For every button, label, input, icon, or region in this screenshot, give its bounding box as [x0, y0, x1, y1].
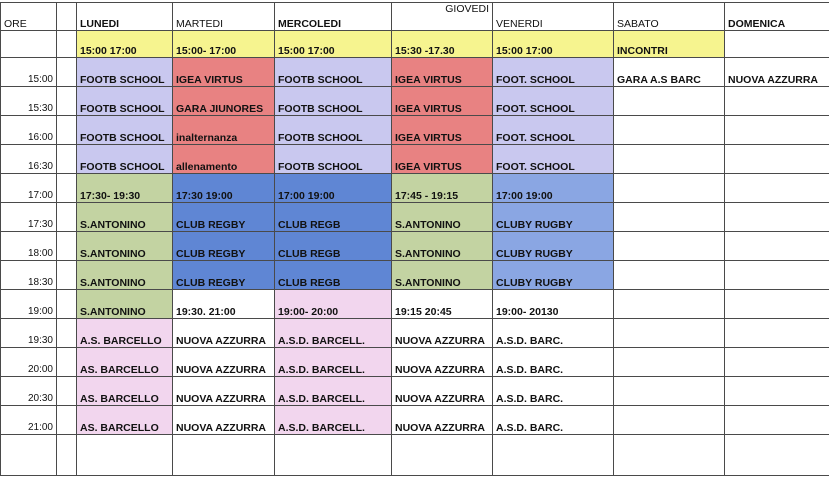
schedule-cell: IGEA VIRTUS — [392, 116, 493, 145]
schedule-cell: NUOVA AZZURRA — [725, 58, 829, 87]
spacer-cell — [57, 145, 77, 174]
schedule-cell: IGEA VIRTUS — [392, 87, 493, 116]
table-row — [1, 377, 829, 406]
time-cell: 16:30 — [1, 145, 57, 174]
schedule-cell — [614, 348, 725, 377]
schedule-cell — [725, 261, 829, 290]
spacer-cell — [57, 116, 77, 145]
time-cell: 20:30 — [1, 377, 57, 406]
schedule-cell — [614, 261, 725, 290]
table-row — [1, 348, 829, 377]
schedule-cell: 17:00 19:00 — [493, 174, 614, 203]
schedule-cell: A.S.D. BARCELL. — [275, 377, 392, 406]
schedule-cell: FOOT. SCHOOL — [493, 145, 614, 174]
schedule-cell — [614, 116, 725, 145]
schedule-cell: allenamento — [173, 145, 275, 174]
time-cell: 15:30 — [1, 87, 57, 116]
schedule-cell: CLUB REGB — [275, 203, 392, 232]
schedule-cell: FOOTB SCHOOL — [275, 87, 392, 116]
schedule-cell: 17:30- 19:30 — [77, 174, 173, 203]
empty-cell — [392, 435, 493, 476]
schedule-cell — [725, 290, 829, 319]
schedule-cell: 19:00- 20130 — [493, 290, 614, 319]
spacer-cell — [57, 87, 77, 116]
schedule-cell: S.ANTONINO — [392, 261, 493, 290]
schedule-cell: NUOVA AZZURRA — [392, 319, 493, 348]
schedule-cell: S.ANTONINO — [392, 232, 493, 261]
table-row — [1, 203, 829, 232]
time-cell: 21:00 — [1, 406, 57, 435]
spacer-cell — [57, 174, 77, 203]
schedule-cell: NUOVA AZZURRA — [173, 406, 275, 435]
schedule-cell: AS. BARCELLO — [77, 348, 173, 377]
time-cell: 19:30 — [1, 319, 57, 348]
schedule-cell: S.ANTONINO — [77, 261, 173, 290]
schedule-cell: NUOVA AZZURRA — [173, 319, 275, 348]
schedule-cell: S.ANTONINO — [392, 203, 493, 232]
hours-row — [1, 31, 829, 58]
schedule-cell — [614, 145, 725, 174]
day-header-venerdi: VENERDI — [493, 3, 614, 31]
schedule-cell — [614, 174, 725, 203]
day-header-martedi: MARTEDI — [173, 3, 275, 31]
schedule-cell: A.S.D. BARC. — [493, 319, 614, 348]
schedule-cell: IGEA VIRTUS — [392, 145, 493, 174]
schedule-cell: FOOTB SCHOOL — [77, 87, 173, 116]
schedule-cell: NUOVA AZZURRA — [392, 348, 493, 377]
schedule-cell: CLUB REGBY — [173, 232, 275, 261]
schedule-cell: 17:00 19:00 — [275, 174, 392, 203]
time-cell: 16:00 — [1, 116, 57, 145]
spacer-cell — [57, 435, 77, 476]
schedule-cell: AS. BARCELLO — [77, 406, 173, 435]
spacer-cell — [57, 31, 77, 58]
empty-cell — [493, 435, 614, 476]
schedule-cell: inalternanza — [173, 116, 275, 145]
schedule-cell: FOOTB SCHOOL — [275, 58, 392, 87]
day-header-lunedi: LUNEDI — [77, 3, 173, 31]
schedule-cell: CLUB REGB — [275, 232, 392, 261]
schedule-cell — [725, 377, 829, 406]
schedule-cell: IGEA VIRTUS — [173, 58, 275, 87]
table-row — [1, 290, 829, 319]
spacer-cell — [57, 290, 77, 319]
schedule-cell: CLUBY RUGBY — [493, 232, 614, 261]
spacer-cell — [57, 232, 77, 261]
table-row — [1, 145, 829, 174]
schedule-cell — [725, 319, 829, 348]
hours-cell: 15:30 -17.30 — [392, 31, 493, 58]
empty-cell — [1, 435, 57, 476]
spacer-cell — [57, 261, 77, 290]
weekly-schedule-table — [0, 2, 829, 476]
schedule-cell: FOOTB SCHOOL — [77, 116, 173, 145]
hours-cell — [725, 31, 829, 58]
schedule-cell: A.S.D. BARC. — [493, 406, 614, 435]
schedule-cell: FOOT. SCHOOL — [493, 58, 614, 87]
schedule-cell — [725, 174, 829, 203]
schedule-cell: A.S.D. BARC. — [493, 348, 614, 377]
schedule-cell — [725, 348, 829, 377]
schedule-cell: GARA JIUNORES — [173, 87, 275, 116]
empty-cell — [77, 435, 173, 476]
schedule-cell: CLUB REGB — [275, 261, 392, 290]
spacer-cell — [57, 58, 77, 87]
schedule-cell: FOOTB SCHOOL — [77, 145, 173, 174]
time-cell: 17:30 — [1, 203, 57, 232]
day-header-mercoledi: MERCOLEDI — [275, 3, 392, 31]
schedule-cell — [614, 319, 725, 348]
schedule-cell: FOOTB SCHOOL — [275, 145, 392, 174]
schedule-cell — [725, 203, 829, 232]
schedule-cell: 19:00- 20:00 — [275, 290, 392, 319]
schedule-cell: AS. BARCELLO — [77, 377, 173, 406]
table-row — [1, 174, 829, 203]
schedule-cell: NUOVA AZZURRA — [392, 406, 493, 435]
table-row — [1, 58, 829, 87]
time-cell: 18:00 — [1, 232, 57, 261]
schedule-cell — [614, 406, 725, 435]
table-row — [1, 406, 829, 435]
day-header-sabato: SABATO — [614, 3, 725, 31]
schedule-cell: A.S.D. BARCELL. — [275, 319, 392, 348]
header-row — [1, 3, 829, 31]
schedule-cell: FOOTB SCHOOL — [77, 58, 173, 87]
schedule-cell: A.S.D. BARC. — [493, 377, 614, 406]
schedule-cell: NUOVA AZZURRA — [173, 348, 275, 377]
time-cell: 15:00 — [1, 58, 57, 87]
schedule-cell: NUOVA AZZURRA — [392, 377, 493, 406]
table-row — [1, 87, 829, 116]
schedule-cell — [614, 203, 725, 232]
hours-cell: 15:00 17:00 — [275, 31, 392, 58]
schedule-cell — [614, 290, 725, 319]
schedule-cell: CLUBY RUGBY — [493, 203, 614, 232]
spacer-cell — [57, 203, 77, 232]
table-row — [1, 232, 829, 261]
schedule-cell — [614, 377, 725, 406]
time-cell: 20:00 — [1, 348, 57, 377]
hours-cell: 15:00- 17:00 — [173, 31, 275, 58]
schedule-cell: NUOVA AZZURRA — [173, 377, 275, 406]
schedule-cell — [725, 87, 829, 116]
schedule-cell: A.S.D. BARCELL. — [275, 348, 392, 377]
day-header-domenica: DOMENICA — [725, 3, 829, 31]
schedule-cell — [725, 232, 829, 261]
schedule-cell: A.S. BARCELLO — [77, 319, 173, 348]
schedule-cell: S.ANTONINO — [77, 203, 173, 232]
empty-cell — [173, 435, 275, 476]
schedule-cell: CLUBY RUGBY — [493, 261, 614, 290]
schedule-cell: 17:45 - 19:15 — [392, 174, 493, 203]
schedule-cell — [614, 232, 725, 261]
schedule-cell: GARA A.S BARC — [614, 58, 725, 87]
schedule-cell: 17:30 19:00 — [173, 174, 275, 203]
empty-cell — [275, 435, 392, 476]
schedule-cell: FOOT. SCHOOL — [493, 116, 614, 145]
schedule-cell: FOOT. SCHOOL — [493, 87, 614, 116]
ore-header: ORE — [1, 3, 57, 31]
empty-cell — [614, 435, 725, 476]
hours-cell: 15:00 17:00 — [493, 31, 614, 58]
hours-cell: INCONTRI — [614, 31, 725, 58]
time-cell: 18:30 — [1, 261, 57, 290]
schedule-cell — [725, 145, 829, 174]
empty-row — [1, 435, 829, 476]
empty-cell — [725, 435, 829, 476]
table-row — [1, 319, 829, 348]
schedule-cell: S.ANTONINO — [77, 290, 173, 319]
table-row — [1, 261, 829, 290]
schedule-cell — [614, 87, 725, 116]
schedule-cell: CLUB REGBY — [173, 203, 275, 232]
schedule-cell: 19:30. 21:00 — [173, 290, 275, 319]
spacer-cell — [57, 406, 77, 435]
schedule-cell: A.S.D. BARCELL. — [275, 406, 392, 435]
schedule-cell: FOOTB SCHOOL — [275, 116, 392, 145]
spacer-cell — [57, 377, 77, 406]
time-cell: 17:00 — [1, 174, 57, 203]
schedule-cell: S.ANTONINO — [77, 232, 173, 261]
schedule-cell: IGEA VIRTUS — [392, 58, 493, 87]
schedule-cell — [725, 116, 829, 145]
time-cell: 19:00 — [1, 290, 57, 319]
spacer-cell — [57, 348, 77, 377]
table-row — [1, 116, 829, 145]
schedule-cell: CLUB REGBY — [173, 261, 275, 290]
schedule-cell — [725, 406, 829, 435]
schedule-cell: 19:15 20:45 — [392, 290, 493, 319]
day-header-giovedi: GIOVEDI — [392, 3, 493, 31]
time-cell — [1, 31, 57, 58]
spacer-cell — [57, 319, 77, 348]
spacer-cell — [57, 3, 77, 31]
hours-cell: 15:00 17:00 — [77, 31, 173, 58]
